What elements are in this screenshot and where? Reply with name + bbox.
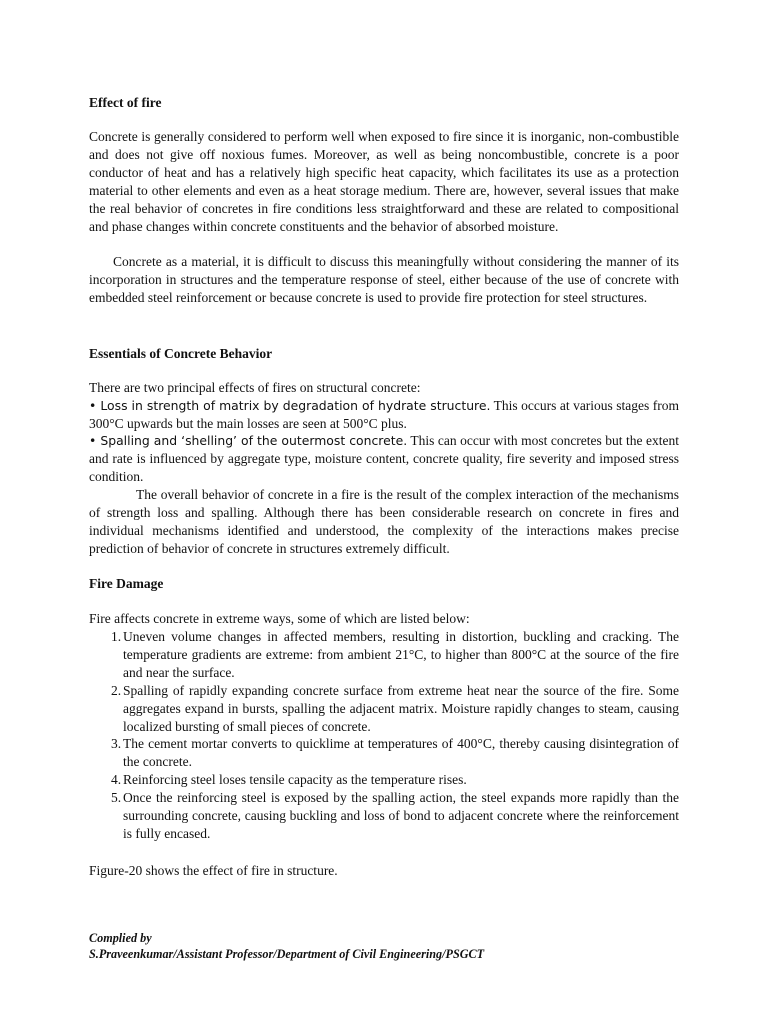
fire-damage-list [89, 628, 679, 843]
list-item-text: Uneven volume changes in affected members, resulting in distortion, buckling and cracking. The temperature gradients are extreme: from ambient 21°C, to higher than 800°C at the source of the fire and near the surface. [123, 629, 679, 680]
paragraph-figure-note: Figure-20 shows the effect of fire in structure. [89, 863, 338, 878]
list-item [89, 628, 679, 682]
bullet-strength-loss [89, 397, 679, 433]
list-item-number: 1. [111, 629, 122, 644]
list-item [89, 735, 679, 771]
bullet-body-text: This occurs at various stages from 300°C upwards but the main losses are seen at 500°C plus. [89, 398, 679, 431]
list-item-number: 4. [111, 772, 122, 788]
footer-credit [89, 930, 484, 962]
heading-essentials-of-concrete-behavior: Essentials of Concrete Behavior [89, 346, 273, 361]
paragraph-principal-effects: There are two principal effects of fires on structural concrete: [89, 380, 421, 395]
list-item-text: Spalling of rapidly expanding concrete surface from extreme heat near the source of the fire. Some aggregates expand in bursts, spalling the adjacent matrix. Moisture rapidly changes to steam, causing localized bursting of small pieces of concrete. [123, 682, 679, 734]
list-item-number: 2. [111, 682, 122, 698]
list-item-text: Reinforcing steel loses tensile capacity as the temperature rises. [123, 772, 467, 788]
list-item [89, 771, 679, 789]
footer-compiled-by: Complied by [89, 931, 152, 945]
list-item-number: 3. [111, 736, 122, 752]
list-item-number: 5. [111, 790, 122, 806]
footer-author-line: S.Praveenkumar/Assistant Professor/Department of Civil Engineering/PSGCT [89, 947, 485, 961]
list-item [89, 682, 679, 736]
paragraph-fire-affects: Fire affects concrete in extreme ways, some of which are listed below: [89, 611, 470, 626]
bullet-lead-text: • Spalling and ‘shelling’ of the outermost concrete. [89, 433, 408, 448]
bullet-spalling [89, 432, 679, 486]
heading-fire-damage: Fire Damage [89, 576, 164, 591]
paragraph-overall-behavior: The overall behavior of concrete in a fire is the result of the complex interaction of the mechanisms of strength loss and spalling. Although there has been considerable research on concrete in fires and individual mechanisms identified and understood, the complexity of the interactions makes precise prediction of behavior of concrete in structures extremely difficult. [89, 487, 679, 556]
list-item [89, 789, 679, 843]
paragraph-intro: Concrete is generally considered to perform well when exposed to fire since it is inorganic, non-combustible and does not give off noxious fumes. Moreover, as well as being noncombustible, concrete is a poor conductor of heat and has a relatively high specific heat capacity, which facilitates its use as a protection material to other elements and even as a heat storage medium. There are, however, several issues that make the real behavior of concretes in fire conditions less straightforward and these are related to compositional and phase changes within concrete constituents and the behavior of absorbed moisture. [89, 129, 679, 234]
bullet-lead-text: • Loss in strength of matrix by degradation of hydrate structure. [89, 398, 491, 413]
list-item-text: The cement mortar converts to quicklime at temperatures of 400°C, thereby causing disintegration of the concrete. [123, 736, 679, 770]
paragraph-material: Concrete as a material, it is difficult to discuss this meaningfully without considering the manner of its incorporation in structures and the temperature response of steel, either because of the use of concrete with embedded steel reinforcement or because concrete is used to provide fire protection for steel structures. [89, 254, 679, 305]
heading-effect-of-fire: Effect of fire [89, 95, 162, 110]
list-item-text: Once the reinforcing steel is exposed by the spalling action, the steel expands more rapidly than the surrounding concrete, causing buckling and loss of bond to adjacent concrete where the reinforcement is fully encased. [123, 790, 679, 841]
bullet-body-text: This can occur with most concretes but the extent and rate is influenced by aggregate type, moisture content, concrete quality, fire severity and imposed stress condition. [89, 433, 679, 484]
